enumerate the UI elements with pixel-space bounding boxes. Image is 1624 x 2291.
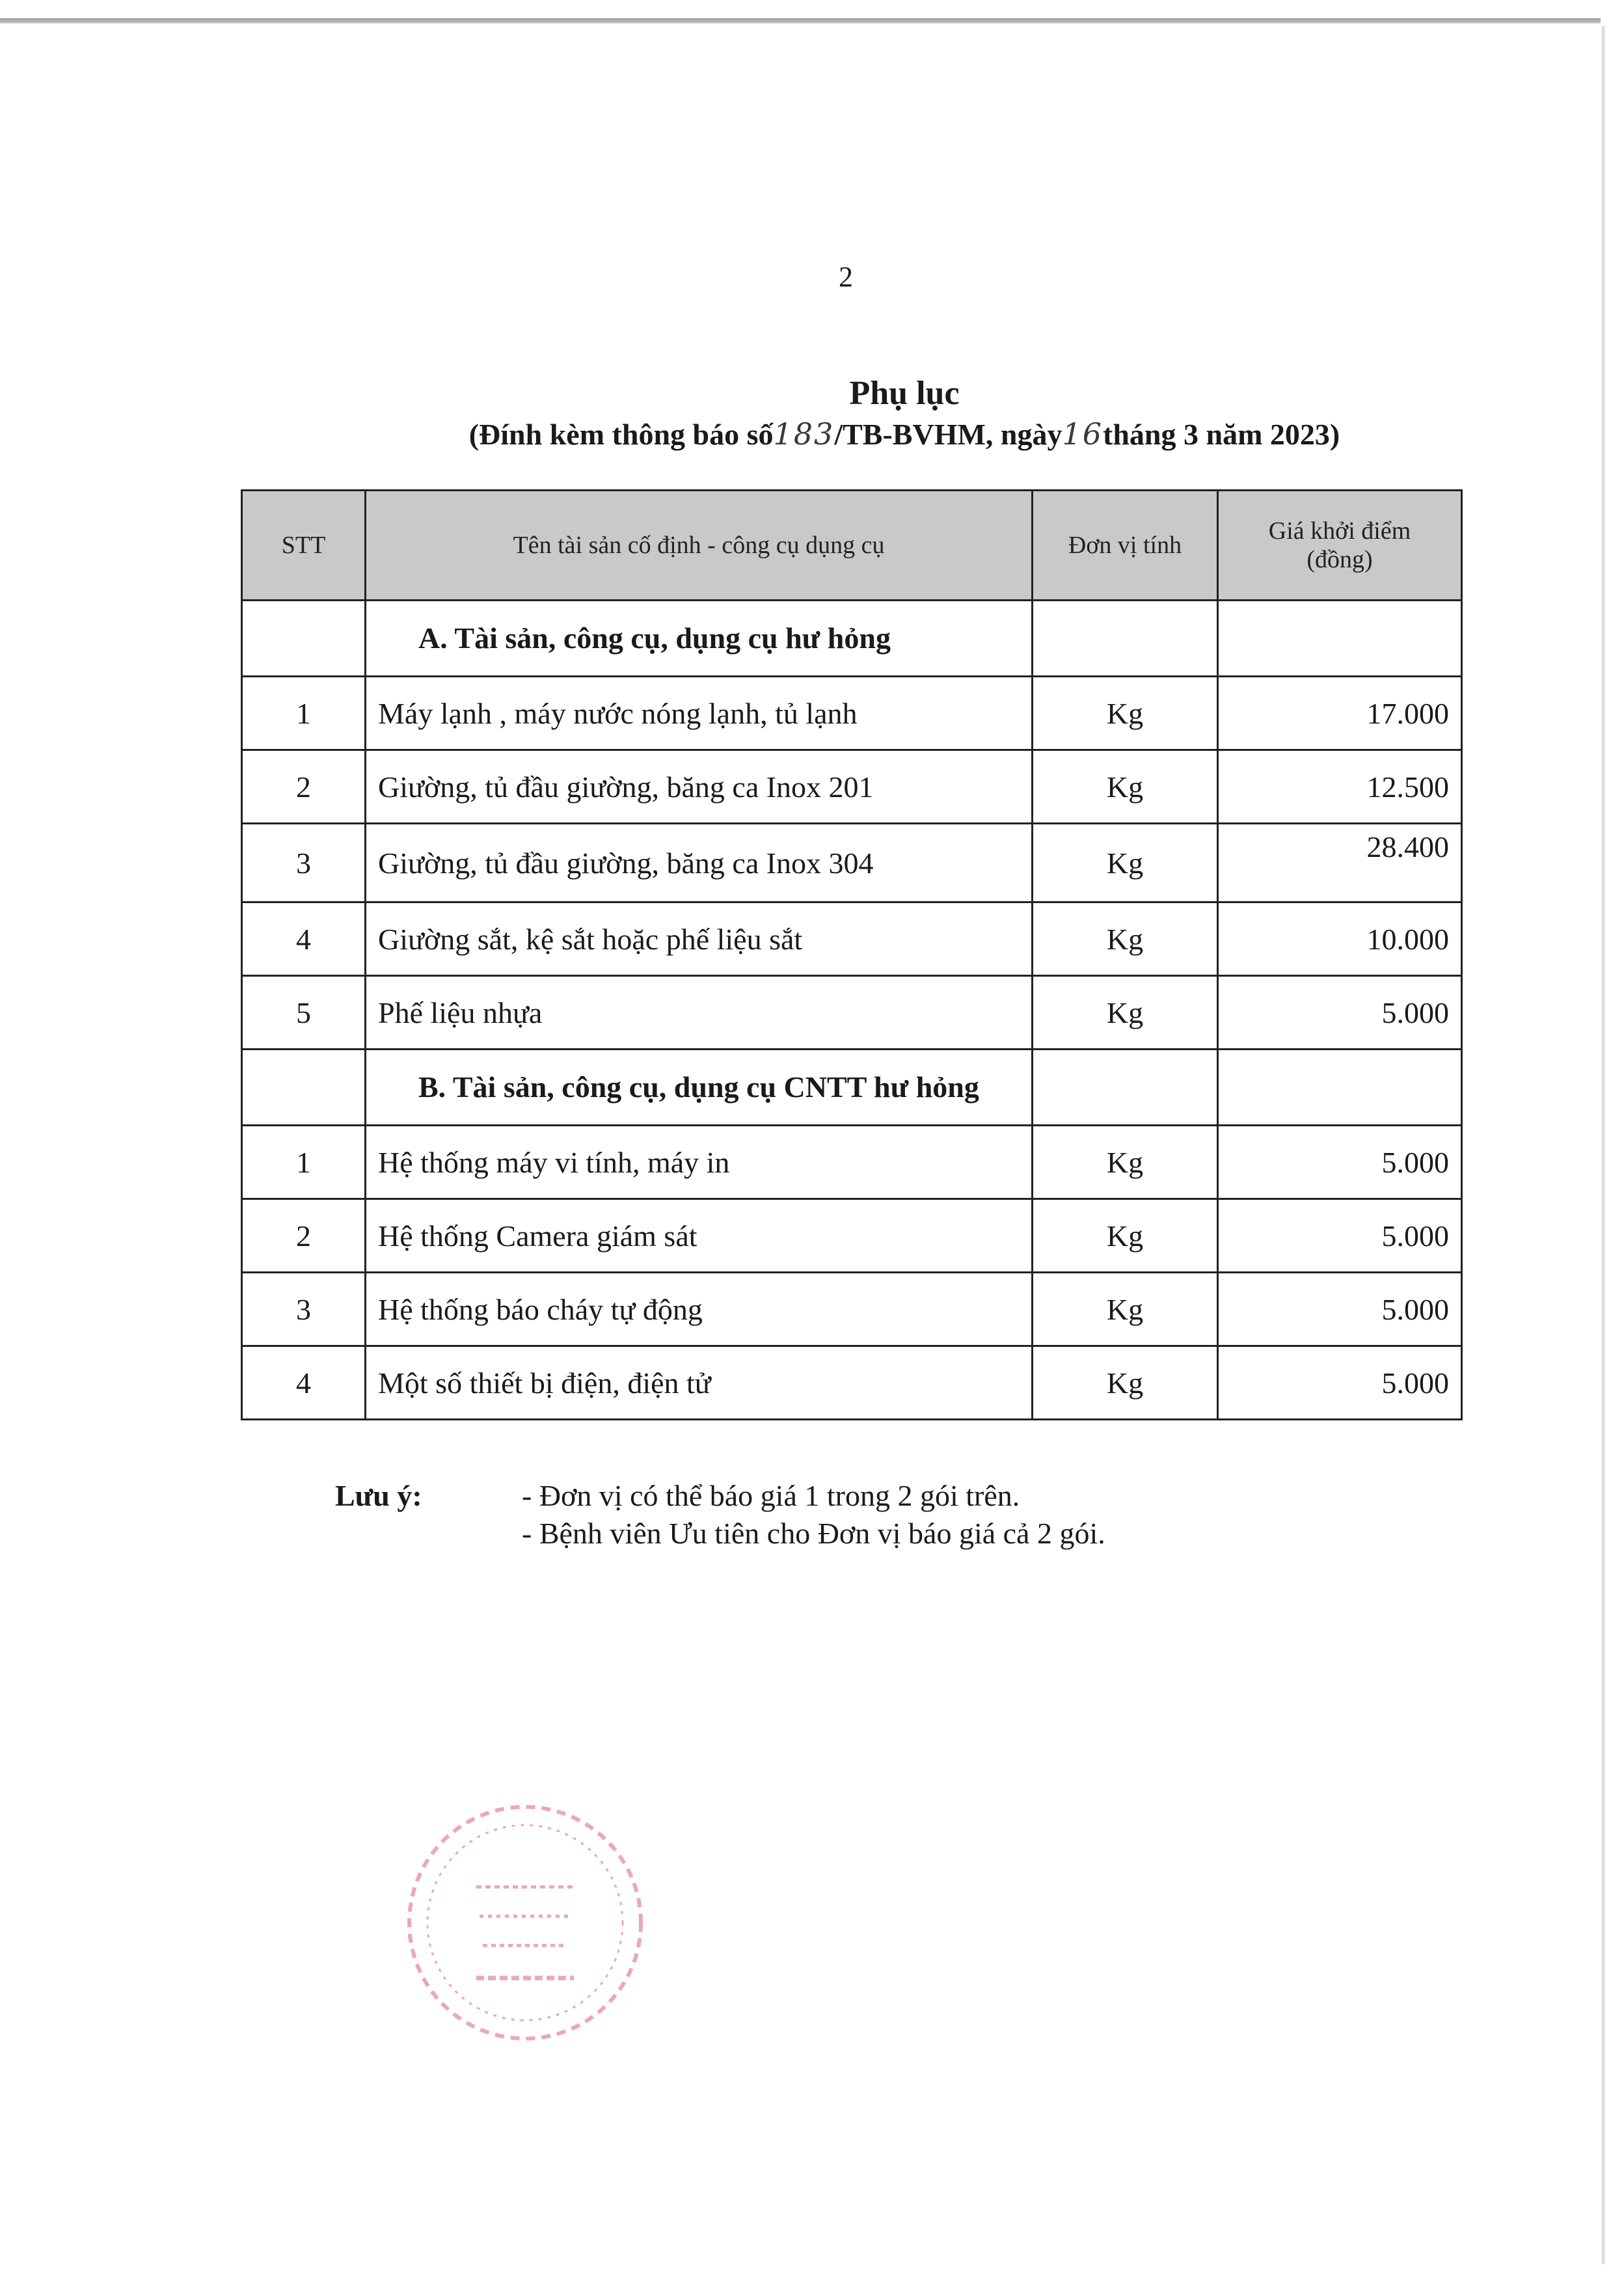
subtitle-suffix: tháng 3 năm 2023) — [1103, 418, 1340, 451]
row-stt: 5 — [242, 976, 366, 1050]
row-unit: Kg — [1033, 1199, 1218, 1273]
table-header-row — [242, 491, 1462, 601]
row-unit: Kg — [1033, 824, 1218, 902]
row-unit: Kg — [1033, 750, 1218, 824]
page-subtitle — [0, 416, 1624, 452]
row-unit: Kg — [1033, 902, 1218, 976]
row-stt: 2 — [242, 750, 366, 824]
row-price: 10.000 — [1218, 902, 1462, 976]
scan-right-edge — [1602, 26, 1605, 2264]
row-name: Máy lạnh , máy nước nóng lạnh, tủ lạnh — [366, 677, 1033, 750]
header-name: Tên tài sản cố định - công cụ dụng cụ — [366, 491, 1033, 601]
appendix-table — [241, 489, 1463, 1420]
notes-label: Lưu ý: — [335, 1479, 422, 1512]
row-stt: 1 — [242, 677, 366, 750]
row-price: 5.000 — [1218, 976, 1462, 1050]
red-seal-stamp — [398, 1796, 652, 2050]
header-price: Giá khởi điểm (đồng) — [1218, 491, 1462, 601]
section-b-title: B. Tài sản, công cụ, dụng cụ CNTT hư hỏng — [366, 1050, 1033, 1126]
row-unit: Kg — [1033, 1273, 1218, 1346]
table-row — [242, 677, 1462, 750]
section-a-title: A. Tài sản, công cụ, dụng cụ hư hỏng — [366, 601, 1033, 677]
page-number: 2 — [839, 261, 853, 293]
subtitle-middle: /TB-BVHM, ngày — [834, 418, 1062, 451]
table-row — [242, 1126, 1462, 1199]
table-row — [242, 1199, 1462, 1273]
row-name: Giường sắt, kệ sắt hoặc phế liệu sắt — [366, 902, 1033, 976]
subtitle-prefix: (Đính kèm thông báo số — [468, 418, 774, 451]
row-stt: 1 — [242, 1126, 366, 1199]
row-name: Hệ thống máy vi tính, máy in — [366, 1126, 1033, 1199]
row-price: 5.000 — [1218, 1346, 1462, 1420]
row-name: Một số thiết bị điện, điện tử — [366, 1346, 1033, 1420]
notes-lines — [522, 1477, 1105, 1552]
note-line: - Bệnh viên Ưu tiên cho Đơn vị báo giá cả 2 gói. — [522, 1517, 1105, 1550]
row-unit: Kg — [1033, 1126, 1218, 1199]
row-unit: Kg — [1033, 677, 1218, 750]
row-unit: Kg — [1033, 976, 1218, 1050]
row-price: 17.000 — [1218, 677, 1462, 750]
row-price: 5.000 — [1218, 1126, 1462, 1199]
row-price: 12.500 — [1218, 750, 1462, 824]
header-unit: Đơn vị tính — [1033, 491, 1218, 601]
row-name: Hệ thống báo cháy tự động — [366, 1273, 1033, 1346]
page-title: Phụ lục — [849, 375, 960, 412]
row-name: Giường, tủ đầu giường, băng ca Inox 304 — [366, 824, 1033, 902]
row-name: Phế liệu nhựa — [366, 976, 1033, 1050]
scan-top-edge — [0, 18, 1601, 23]
row-name: Hệ thống Camera giám sát — [366, 1199, 1033, 1273]
header-stt: STT — [242, 491, 366, 601]
row-stt: 3 — [242, 824, 366, 902]
row-price: 5.000 — [1218, 1199, 1462, 1273]
row-unit: Kg — [1033, 1346, 1218, 1420]
table-row — [242, 1346, 1462, 1420]
section-b-row — [242, 1050, 1462, 1126]
row-stt: 3 — [242, 1273, 366, 1346]
table-row — [242, 750, 1462, 824]
row-name: Giường, tủ đầu giường, băng ca Inox 201 — [366, 750, 1033, 824]
handwritten-day: 16 — [1062, 416, 1103, 452]
row-stt: 4 — [242, 902, 366, 976]
section-a-row — [242, 601, 1462, 677]
row-price: 28.400 — [1218, 824, 1462, 902]
table-row — [242, 824, 1462, 902]
row-stt: 4 — [242, 1346, 366, 1420]
table-row — [242, 976, 1462, 1050]
table-row — [242, 902, 1462, 976]
note-line: - Đơn vị có thể báo giá 1 trong 2 gói trên. — [522, 1479, 1020, 1512]
table-row — [242, 1273, 1462, 1346]
handwritten-doc-number: 183 — [773, 416, 835, 452]
row-stt: 2 — [242, 1199, 366, 1273]
row-price: 5.000 — [1218, 1273, 1462, 1346]
